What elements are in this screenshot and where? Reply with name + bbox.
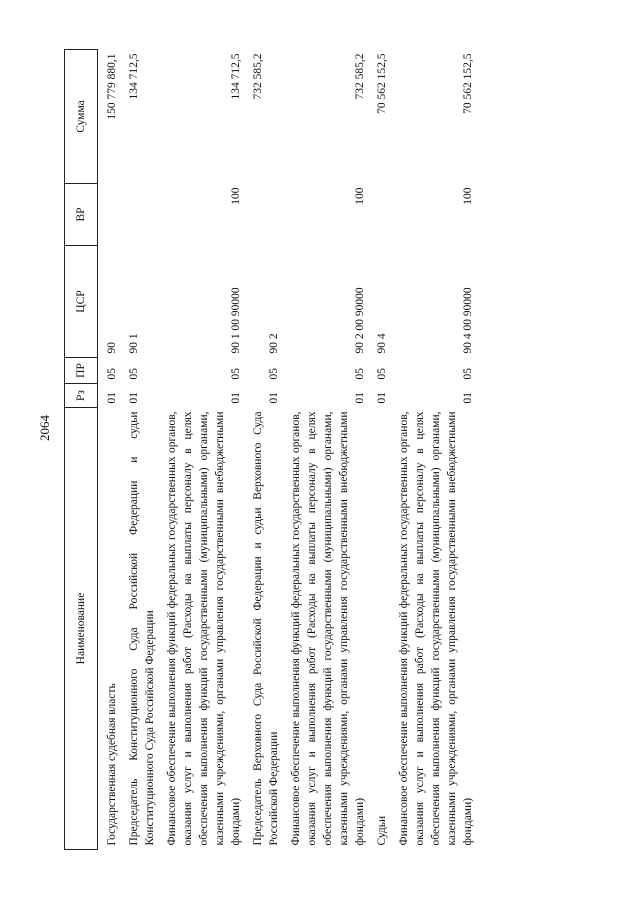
row-sum: 150 779 880,1 xyxy=(106,53,118,120)
table-row xyxy=(282,50,368,850)
row-pr: 05 xyxy=(462,368,474,380)
row-sum: 134 712,5 xyxy=(128,53,140,100)
row-pr: 05 xyxy=(268,368,280,380)
header-name: Наименование xyxy=(65,408,98,850)
row-name: Государственная судебная власть xyxy=(106,683,118,846)
row-sum: 732 585,2 xyxy=(354,53,366,100)
row-csr: 90 2 00 90000 xyxy=(354,287,366,354)
table-header-row xyxy=(65,50,98,850)
row-pr: 05 xyxy=(376,368,388,380)
row-rz: 01 xyxy=(230,392,242,404)
row-rz: 01 xyxy=(128,392,140,404)
row-csr: 90 4 00 90000 xyxy=(462,287,474,354)
row-csr: 90 1 00 90000 xyxy=(230,287,242,354)
row-pr: 05 xyxy=(354,368,366,380)
row-pr: 05 xyxy=(230,368,242,380)
row-rz: 01 xyxy=(106,392,118,404)
header-rz: Рз xyxy=(65,384,98,408)
header-sum: Сумма xyxy=(65,50,98,184)
row-name: Финансовое обеспечение выполнения функций федеральных государственных органов, оказания услуг и выполнения работ (Расходы на выплаты персоналу в целях обеспечения выполнения функций государственными (муниципальными) органами, казенными учреждениями, органами управления государственными внебюджетными фондами) xyxy=(166,411,242,846)
row-vr xyxy=(98,184,121,246)
table-row xyxy=(390,50,476,850)
row-name: Председатель Конституционного Суда Российской Федерации и судьи Конституционного Суда Российской Федерации xyxy=(128,411,156,846)
row-vr xyxy=(120,184,158,246)
row-rz: 01 xyxy=(354,392,366,404)
row-sum: 70 562 152,5 xyxy=(462,53,474,114)
row-vr xyxy=(244,184,282,246)
row-sum: 732 585,2 xyxy=(252,53,264,100)
row-csr: 90 4 xyxy=(376,333,388,354)
row-name: Финансовое обеспечение выполнения функций федеральных государственных органов, оказания услуг и выполнения работ (Расходы на выплаты персоналу в целях обеспечения выполнения функций государственными (муниципальными) органами, казенными учреждениями, органами управления государственными внебюджетными фондами) xyxy=(290,411,366,846)
row-rz: 01 xyxy=(462,392,474,404)
table-row xyxy=(368,50,390,850)
row-name: Председатель Верховного Суда Российской Федерации и судьи Верховного Суда Российской Федерации xyxy=(252,411,280,846)
table-row xyxy=(244,50,282,850)
table-row xyxy=(120,50,158,850)
row-pr: 05 xyxy=(128,368,140,380)
row-sum: 70 562 152,5 xyxy=(376,53,388,114)
header-csr: ЦСР xyxy=(65,246,98,358)
row-csr: 90 2 xyxy=(268,333,280,354)
table-row xyxy=(158,50,244,850)
row-name: Финансовое обеспечение выполнения функций федеральных государственных органов, оказания услуг и выполнения работ (Расходы на выплаты персоналу в целях обеспечения выполнения функций государственными (муниципальными) органами, казенными учреждениями, органами управления государственными внебюджетными фондами) xyxy=(398,411,474,846)
page-number: 2064 xyxy=(37,415,52,441)
row-vr: 100 xyxy=(462,187,474,205)
document-sheet xyxy=(64,50,604,850)
row-sum: 134 712,5 xyxy=(230,53,242,100)
row-rz: 01 xyxy=(376,392,388,404)
row-pr: 05 xyxy=(106,368,118,380)
row-vr: 100 xyxy=(230,187,242,205)
row-rz: 01 xyxy=(268,392,280,404)
budget-table xyxy=(64,49,476,850)
row-name: Судьи xyxy=(376,815,388,846)
row-vr: 100 xyxy=(354,187,366,205)
row-csr: 90 xyxy=(106,342,118,354)
row-vr xyxy=(368,184,390,246)
header-pr: ПР xyxy=(65,358,98,384)
table-row xyxy=(98,50,121,850)
row-csr: 90 1 xyxy=(128,333,140,354)
header-vr: ВР xyxy=(65,184,98,246)
